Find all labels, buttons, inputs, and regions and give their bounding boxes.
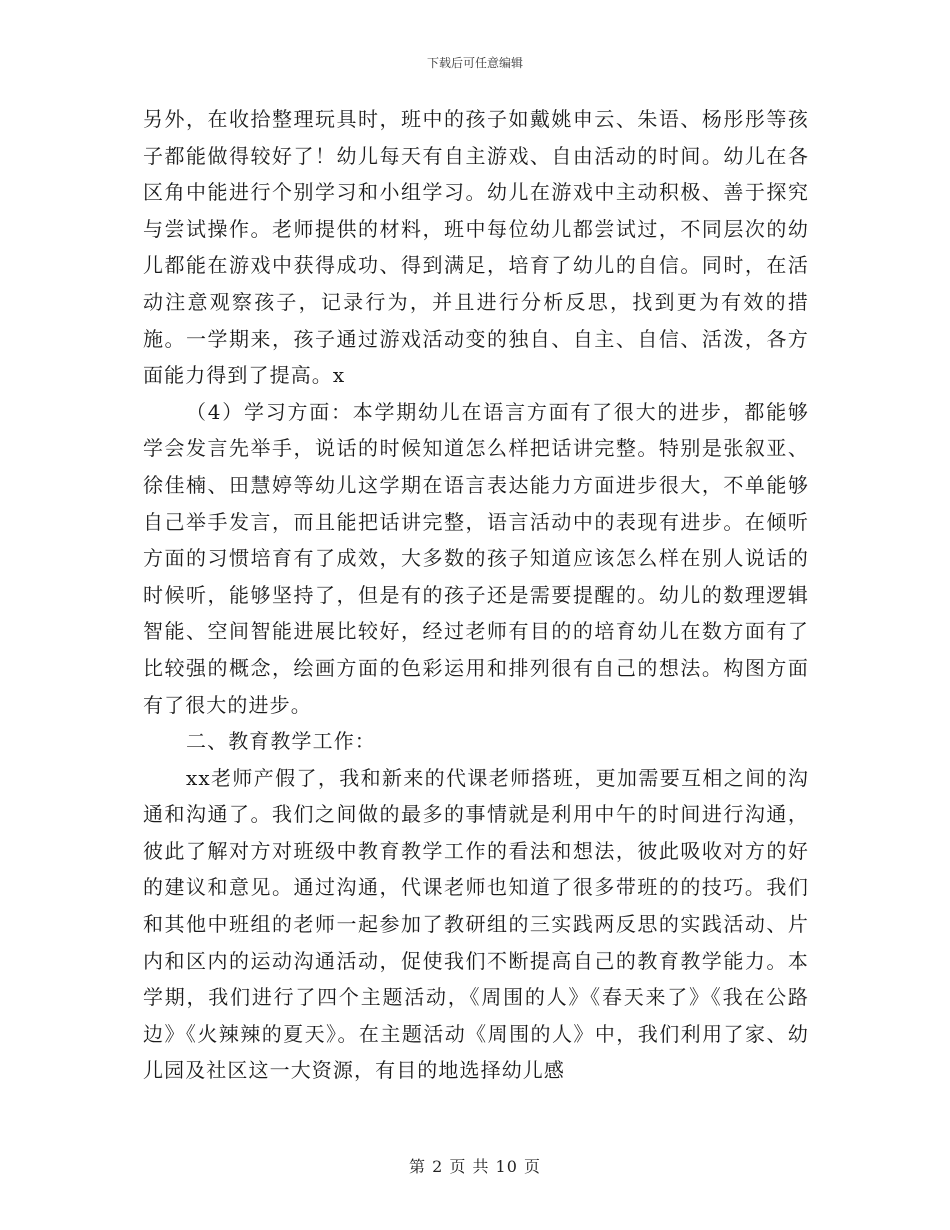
page-number-footer: 第 2 页 共 10 页 (409, 1157, 541, 1176)
page-header-note: 下载后可任意编辑 (426, 56, 523, 70)
section-heading-teaching: 二、教育教学工作： (186, 729, 376, 754)
document-body (143, 101, 809, 1089)
paragraph-learning: （4）学习方面：本学期幼儿在语言方面有了很大的进步，都能够学会发言先举手，说话的时候知道怎么样把话讲完整。特别是张叙亚、徐佳楠、田慧婷等幼儿这学期在语言表达能力方面进步很大，不单能够自己举手发言，而且能把话讲完整，语言活动中的表现有进步。在倾听方面的习惯培育有了成效，大多数的孩子知道应该怎么样在别人说话的时候听，能够坚持了，但是有的孩子还是需要提醒的。幼儿的数理逻辑智能、空间智能进展比较好，经过老师有目的的培育幼儿在数方面有了比较强的概念，绘画方面的色彩运用和排列很有自己的想法。构图方面有了很大的进步。 (143, 399, 809, 717)
paragraph-continuation: 另外，在收拾整理玩具时，班中的孩子如戴姚申云、朱语、杨彤彤等孩子都能做得较好了！幼儿每天有自主游戏、自由活动的时间。幼儿在各区角中能进行个别学习和小组学习。幼儿在游戏中主动积极、善于探究与尝试操作。老师提供的材料，班中每位幼儿都尝试过，不同层次的幼儿都能在游戏中获得成功、得到满足，培育了幼儿的自信。同时，在活动注意观察孩子，记录行为，并且进行分析反思，找到更为有效的措施。一学期来，孩子通过游戏活动变的独自、自主、自信、活泼，各方面能力得到了提高。x (143, 107, 809, 388)
paragraph-teaching: xx老师产假了，我和新来的代课老师搭班，更加需要互相之间的沟通和沟通了。我们之间做的最多的事情就是利用中午的时间进行沟通，彼此了解对方对班级中教育教学工作的看法和想法，彼此吸收对方的好的建议和意见。通过沟通，代课老师也知道了很多带班的的技巧。我们和其他中班组的老师一起参加了教研组的三实践两反思的实践活动、片内和区内的运动沟通活动，促使我们不断提高自己的教育教学能力。本学期，我们进行了四个主题活动，《周围的人》《春天来了》《我在公路边》《火辣辣的夏天》。在主题活动《周围的人》中，我们利用了家、幼儿园及社区这一大资源，有目的地选择幼儿感 (143, 765, 809, 1083)
